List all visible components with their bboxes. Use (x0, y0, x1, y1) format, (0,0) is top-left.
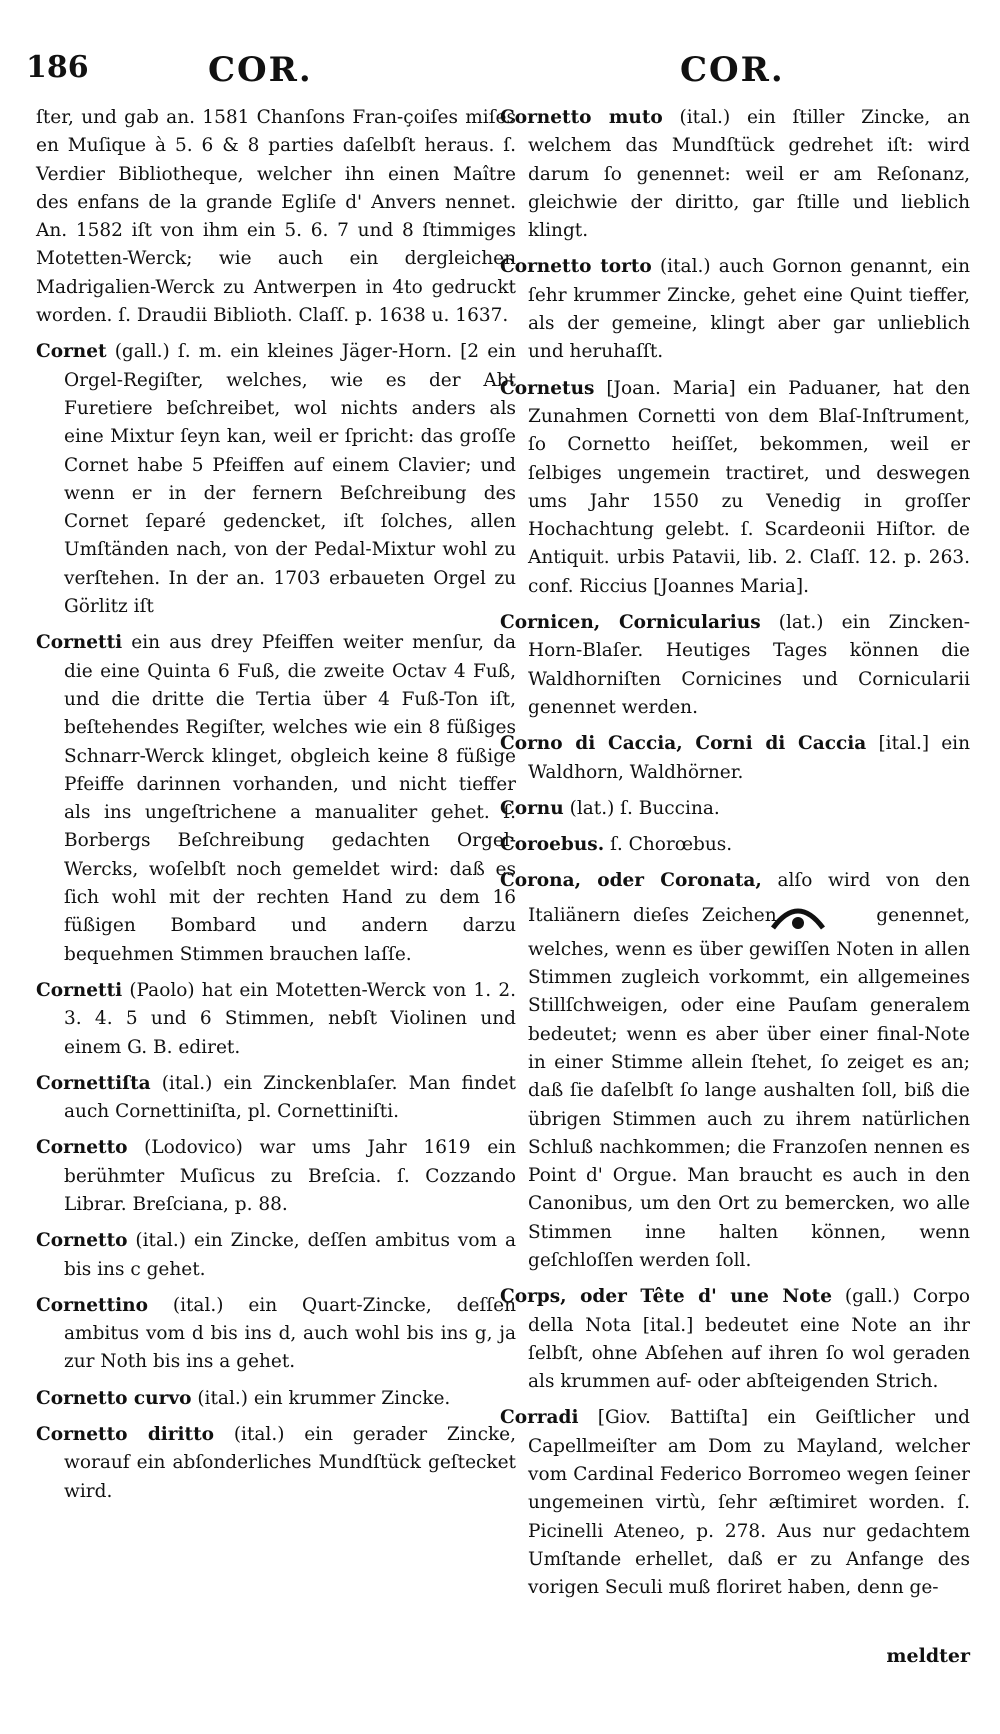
entry-text: ſ. Chorœbus. (610, 834, 733, 856)
entry-headword: Corona, oder Coronata, (500, 870, 762, 892)
entry-text: (ital.) ein krummer Zincke. (197, 1387, 451, 1409)
dictionary-entry (500, 831, 970, 859)
entry-text: (lat.) ein Zincken-Horn-Blaſer. Heutiges Tages können die Waldhorniſten Cornicines und Cornicularii genennet werden. (528, 612, 970, 718)
entry-headword: Corradi (500, 1407, 579, 1429)
entry-text: (gall.) Corpo della Nota [ital.] bedeutet eine Note an ihr ſelbſt, ohne Abſehen auf ihren ſo wol geraden als krummen auf- oder abſteigenden Strich. (528, 1286, 970, 1393)
dictionary-entry (500, 104, 970, 245)
dictionary-entry (36, 1385, 516, 1413)
page-number: 186 (26, 50, 89, 85)
entry-headword: Cornetto diritto (36, 1424, 214, 1446)
entry-text: (ital.) auch Gornon genannt, ein ſehr krummer Zincke, gehet eine Quint tieffer, als der gemeine, klingt aber gar unlieblich und heruhaſſt. (528, 256, 971, 363)
entry-text: (Paolo) hat ein Motetten-Werck von 1. 2. 3. 4. 5 und 6 Stimmen, nebſt Violinen und einem G. B. ediret. (64, 979, 516, 1058)
dictionary-entry (36, 1134, 516, 1219)
entry-text: ein aus drey Pfeiffen weiter menſur, da die eine Quinta 6 Fuß, die zweite Octav 4 Fuß, und die dritte die Tertia über 4 Fuß-Ton iſt, beſtehendes Regiſter, welches wie ein 8 füßiges Schnarr-Werck klinget, obgleich keine 8 füßige Pfeiffe darinnen vorhanden, und nicht tieffer als ins ungeſtrichene a manualiter gehet. ſ. Borbergs Beſchreibung gedachten Orgel-Wercks, woſelbſt noch gemeldet wird: daß es ſich wohl mit der rechten Hand zu dem 16 füßigen Bombard und andern darzu bequehmen Stimmen brauchen laſſe. (64, 632, 516, 965)
entry-text: (ital.) ein ſtiller Zincke, an welchem das Mundſtück gedrehet iſt: wird darum ſo genennet: weil er am Reſonanz, gleichwie der diritto, gar ſtille und lieblich klingt. (528, 107, 970, 242)
dictionary-entry (36, 977, 516, 1062)
right-column (500, 104, 970, 1611)
entry-text: ſter, und gab an. 1581 Chanſons Fran-çoiſes miſes en Muſique à 5. 6 & 8 parties daſelbſt heraus. ſ. Verdier Bibliotheque, welcher ihn einen Maître des enfans de la grande Egliſe d' Anvers nennet. An. 1582 iſt von ihm ein 5. 6. 7 und 8 ſtimmiges Motetten-Werck; wie auch ein dergleichen Madrigalien-Werck zu Antwerpen in 4to gedruckt worden. ſ. Draudii Biblioth. Claſſ. p. 1638 u. 1637. (36, 107, 516, 327)
entry-headword: Cornetto muto (500, 107, 663, 128)
dictionary-entry (500, 730, 970, 787)
page-header (0, 50, 1000, 100)
entry-headword: Cornetto (36, 1137, 128, 1159)
dictionary-entry (36, 338, 516, 621)
dictionary-entry (500, 253, 970, 366)
entry-headword: Coroebus. (500, 834, 605, 856)
entry-text: (ital.) ein Zinckenblaſer. Man findet auch Cornettiniſta, pl. Cornettiniſti. (64, 1072, 516, 1123)
entry-text: (ital.) ein Zincke, deſſen ambitus vom a bis ins c gehet. (64, 1230, 516, 1280)
entry-headword: Cornettiſta (36, 1072, 151, 1094)
dictionary-entry (500, 867, 970, 1275)
entry-text: (gall.) ſ. m. ein kleines Jäger-Horn. [2 ein Orgel-Regiſter, welches, wie es der Abt Furetiere beſchreibet, wol nichts anders als eine Mixtur ſeyn kan, weil er ſpricht: das groſſe Cornet habe 5 Pfeiffen auf einem Clavier; und wenn er in der fernern Beſchreibung des Cornet ſeparé gedencket, iſt ſolches, allen Umſtänden nach, von der Pedal-Mixtur wohl zu verſtehen. In der an. 1703 erbaueten Orgel zu Görlitz iſt (64, 341, 516, 618)
entry-text: (ital.) ein Quart-Zincke, deſſen ambitus vom d bis ins d, auch wohl bis ins g, ja zur Noth bis ins a gehet. (64, 1294, 517, 1373)
dictionary-entry (36, 104, 516, 330)
entry-text: (lat.) ſ. Buccina. (569, 797, 720, 819)
running-head-right: COR. (680, 50, 785, 90)
entry-headword: Corps, oder Tête d' une Note (500, 1286, 832, 1308)
dictionary-entry (36, 1421, 516, 1506)
entry-headword: Cornettino (36, 1294, 148, 1316)
catchword: meldter (886, 1645, 970, 1667)
entry-headword: Cornetto curvo (36, 1387, 192, 1409)
entry-headword: Cornetto (36, 1230, 128, 1252)
dictionary-entry (36, 1227, 516, 1284)
entry-text: alſo wird von den Italiänern dieſes Zeichen (528, 870, 970, 926)
dictionary-entry (500, 609, 970, 722)
entry-text: (Lodovico) war ums Jahr 1619 ein berühmter Muſicus zu Breſcia. ſ. Cozzando Librar. Breſciana, p. 88. (64, 1137, 516, 1215)
running-head-left: COR. (208, 50, 313, 90)
dictionary-entry (500, 375, 970, 601)
entry-text: genennet, welches, wenn es über gewiſſen Noten in allen Stimmen zugleich vorkommt, ein allgemeines Stillſchweigen, oder eine Pauſam generalem bedeutet; wenn es aber über einer final-Note in einer Stimme allein ſtehet, ſo zeiget es an; daß ſie daſelbſt ſo lange aushalten ſoll, biß die übrigen Stimmen auch zu ihrem natürlichen Schluß nachkommen; die Franzoſen nennen es Point d' Orgue. Man braucht es auch in den Canonibus, um den Ort zu bemercken, wo alle Stimmen inne halten können, wenn geſchloſſen werden ſoll. (528, 904, 970, 1271)
fermata-icon (797, 896, 855, 936)
entry-headword: Cornu (500, 797, 564, 819)
entry-headword: Cornetus (500, 377, 595, 399)
entry-text: [Joan. Maria] ein Paduaner, hat den Zunahmen Cornetti von dem Blaſ-Inſtrument, ſo Cornetto heiſſet, bekommen, weil er ſelbiges ungemein tractiret, und deswegen ums Jahr 1550 zu Venedig in groſſer Hochachtung gelebt. ſ. Scardeonii Hiſtor. de Antiquit. urbis Patavii, lib. 2. Claſſ. 12. p. 263. conf. Riccius [Joannes Maria]. (528, 377, 970, 597)
left-column (36, 104, 516, 1514)
dictionary-entry (500, 1283, 970, 1396)
entry-headword: Corno di Caccia, Corni di Caccia (500, 733, 867, 755)
entry-headword: Cornetti (36, 979, 123, 1001)
dictionary-entry (36, 629, 516, 969)
dictionary-entry (500, 795, 970, 823)
dictionary-entry (500, 1404, 970, 1602)
entry-headword: Cornicen, Cornicularius (500, 612, 761, 634)
entry-headword: Cornetto torto (500, 256, 652, 278)
entry-headword: Cornetti (36, 632, 123, 654)
dictionary-entry (36, 1292, 516, 1377)
entry-text: [ital.] ein Waldhorn, Waldhörner. (528, 733, 970, 783)
entry-text: [Giov. Battiſta] ein Geiſtlicher und Capellmeiſter am Dom zu Mayland, welcher vom Cardinal Federico Borromeo wegen ſeiner ungemeinen virtù, ſehr æſtimiret worden. ſ. Picinelli Ateneo, p. 278. Aus nur gedachtem Umſtande erhellet, daß er zu Anfange des vorigen Seculi muß floriret haben, denn ge- (528, 1407, 970, 1599)
entry-headword: Cornet (36, 341, 107, 363)
entry-text: (ital.) ein gerader Zincke, worauf ein abſonderliches Mundſtück geſtecket wird. (64, 1424, 516, 1502)
dictionary-entry (36, 1070, 516, 1127)
